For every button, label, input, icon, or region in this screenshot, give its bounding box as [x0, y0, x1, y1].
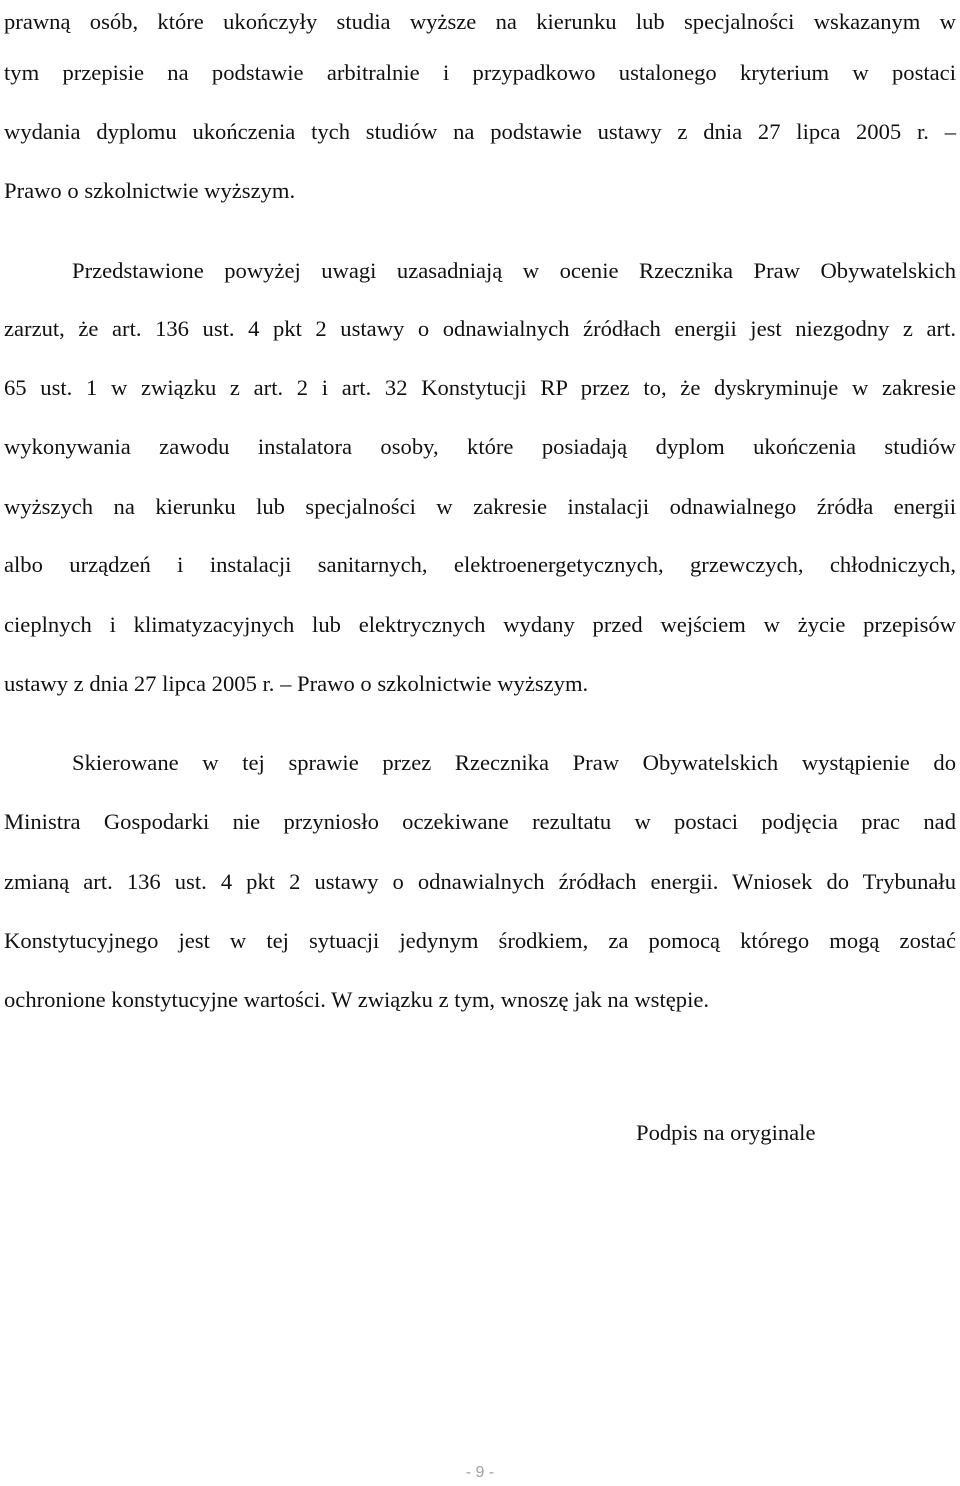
text-line: cieplnych i klimatyzacyjnych lub elektrycznych wydany przed wejściem w życie przepisów [4, 612, 956, 637]
text-line: albo urządzeń i instalacji sanitarnych, elektroenergetycznych, grzewczych, chłodniczych, [4, 552, 956, 577]
text-line: Prawo o szkolnictwie wyższym. [4, 178, 296, 203]
text-line: wyższych na kierunku lub specjalności w zakresie instalacji odnawialnego źródła energii [4, 494, 956, 519]
text-line: Konstytucyjnego jest w tej sytuacji jedynym środkiem, za pomocą którego mogą zostać [4, 928, 956, 953]
text-line: wykonywania zawodu instalatora osoby, które posiadają dyplom ukończenia studiów [4, 434, 956, 459]
text-line: Przedstawione powyżej uwagi uzasadniają w ocenie Rzecznika Praw Obywatelskich [72, 258, 956, 283]
text-line: wydania dyplomu ukończenia tych studiów na podstawie ustawy z dnia 27 lipca 2005 r. – [4, 119, 956, 144]
text-line: Ministra Gospodarki nie przyniosło oczekiwane rezultatu w postaci podjęcia prac nad [4, 809, 956, 834]
page-number: - 9 - [465, 1464, 495, 1481]
text-line: zarzut, że art. 136 ust. 4 pkt 2 ustawy o odnawialnych źródłach energii jest niezgodny z art. [4, 316, 956, 341]
text-line: zmianą art. 136 ust. 4 pkt 2 ustawy o odnawialnych źródłach energii. Wniosek do Trybunału [4, 869, 956, 894]
text-line: Skierowane w tej sprawie przez Rzecznika Praw Obywatelskich wystąpienie do [72, 750, 956, 775]
text-line: ustawy z dnia 27 lipca 2005 r. – Prawo o szkolnictwie wyższym. [4, 671, 589, 696]
text-line: tym przepisie na podstawie arbitralnie i przypadkowo ustalonego kryterium w postaci [4, 60, 956, 85]
text-line: ochronione konstytucyjne wartości. W związku z tym, wnoszę jak na wstępie. [4, 987, 710, 1012]
signature-note: Podpis na oryginale [636, 1120, 816, 1145]
text-line: 65 ust. 1 w związku z art. 2 i art. 32 Konstytucji RP przez to, że dyskryminuje w zakresie [4, 375, 956, 400]
text-line: prawną osób, które ukończyły studia wyższe na kierunku lub specjalności wskazanym w [4, 9, 956, 34]
